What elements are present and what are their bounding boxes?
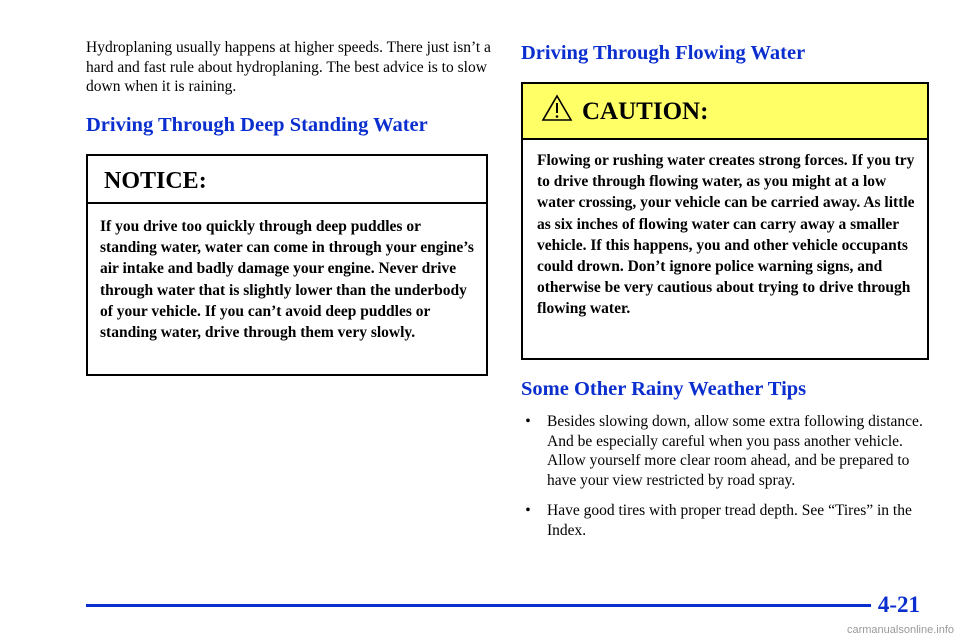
tip-text: Have good tires with proper tread depth. See “Tires” in the Index. — [547, 502, 912, 539]
left-column — [86, 38, 492, 342]
notice-box — [86, 154, 488, 376]
bullet-icon: • — [525, 502, 531, 519]
caution-text: Flowing or rushing water creates strong forces. If you try to drive through flowing water, as you might at a low water crossing, your vehicle can be carried away. As little as six inches of flowing water can carry away a smaller vehicle. If this happens, you and other vehicle occupants could drown. Don’t ignore police warning signs, and otherwise be very cautious about trying to drive through flowing water. — [537, 152, 915, 318]
list-item — [521, 501, 931, 540]
bullet-icon: • — [525, 413, 531, 430]
notice-text: If you drive too quickly through deep puddles or standing water, water can come in through your engine’s air intake and badly damage your engine. Never drive through water that is slightly lower than the underbody of your vehicle. If you can’t avoid deep puddles or standing water, drive through them very slowly. — [100, 218, 474, 342]
page-number: 4-21 — [877, 592, 920, 617]
notice-title: NOTICE: — [88, 156, 486, 204]
caution-box — [521, 82, 929, 360]
list-item — [521, 412, 931, 490]
watermark: carmanualsonline.info — [846, 624, 954, 636]
footer-rule — [86, 604, 871, 607]
right-column — [521, 40, 931, 539]
intro-paragraph: Hydroplaning usually happens at higher speeds. There just isn’t a hard and fast rule about hydroplaning. The best advice is to slow down when it is raining. — [86, 39, 491, 95]
warning-triangle-icon — [541, 94, 573, 122]
caution-header — [523, 84, 927, 140]
deep-water-heading: Driving Through Deep Standing Water — [86, 113, 428, 136]
caution-title: CAUTION: — [582, 98, 709, 125]
tip-text: Besides slowing down, allow some extra following distance. And be especially careful when you pass another vehicle. Allow yourself more clear room ahead, and be prepared to have your view restricted by road spray. — [547, 413, 923, 489]
flowing-water-heading: Driving Through Flowing Water — [521, 42, 806, 64]
rainy-tips-heading: Some Other Rainy Weather Tips — [521, 378, 807, 400]
tips-list — [521, 412, 931, 551]
